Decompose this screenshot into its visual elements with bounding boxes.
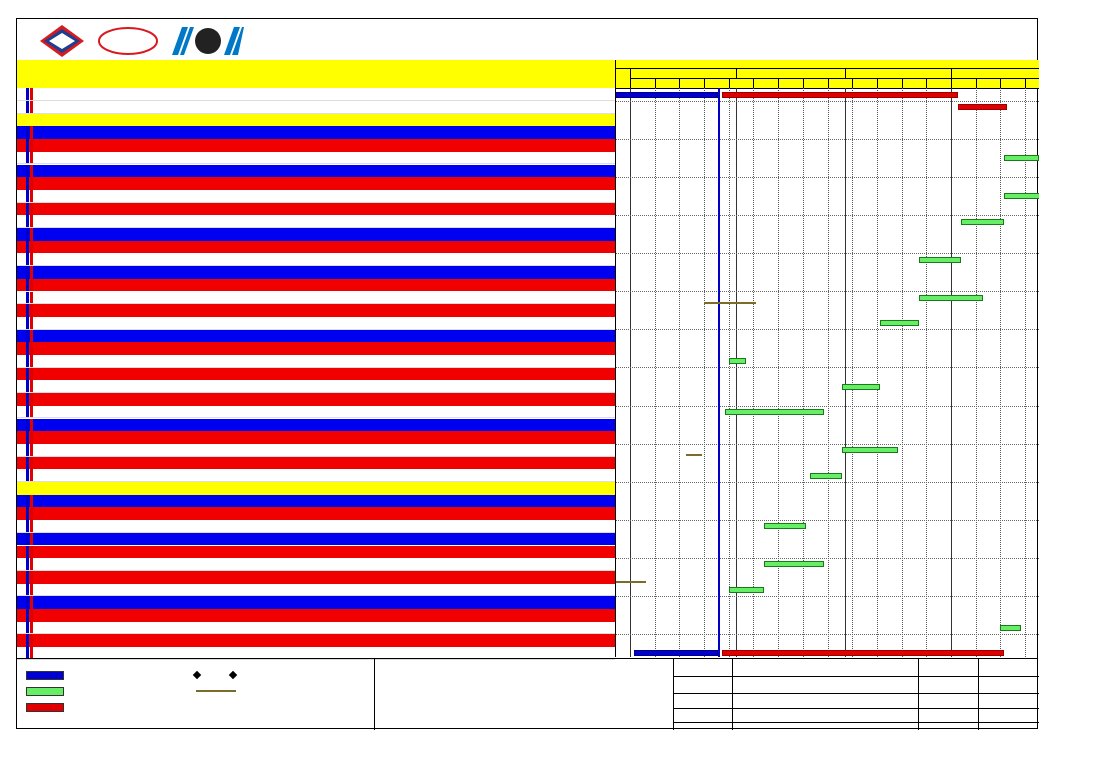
critical-indicator xyxy=(30,558,33,570)
remaining-work-bar[interactable] xyxy=(1000,625,1021,631)
actual-indicator xyxy=(26,190,29,202)
timescale-week xyxy=(778,79,803,88)
remaining-work-bar[interactable] xyxy=(810,473,842,479)
primary-baseline-bar xyxy=(616,581,646,583)
week-gridline xyxy=(926,88,927,657)
activity-row[interactable] xyxy=(17,253,615,266)
remaining-work-bar[interactable] xyxy=(842,447,898,453)
timescale-week xyxy=(1000,79,1025,88)
actual-indicator xyxy=(26,101,29,113)
dragages-logo xyxy=(40,25,84,57)
wbs-category-row[interactable] xyxy=(17,177,615,190)
week-gridline xyxy=(704,88,705,657)
wbs-pier-row[interactable] xyxy=(17,266,615,279)
row-gridline xyxy=(616,406,1039,407)
timescale-year xyxy=(616,60,1039,69)
timescale-header xyxy=(616,60,1039,89)
remaining-work-bar[interactable] xyxy=(919,295,982,301)
week-gridline xyxy=(753,88,754,657)
activity-row[interactable] xyxy=(17,520,615,533)
row-gridline xyxy=(616,482,1039,483)
critical-indicator xyxy=(30,253,33,265)
row-gridline xyxy=(616,634,1039,635)
timescale-week xyxy=(679,79,704,88)
remaining-work-bar[interactable] xyxy=(729,587,764,593)
week-gridline xyxy=(729,88,730,657)
timescale-week xyxy=(630,79,655,88)
activity-row[interactable] xyxy=(17,88,615,101)
timescale-week xyxy=(877,79,902,88)
timescale-month xyxy=(845,69,951,79)
timescale-week xyxy=(753,79,778,88)
week-gridline xyxy=(778,88,779,657)
wbs-category-row[interactable] xyxy=(17,571,615,584)
critical-indicator xyxy=(30,469,33,481)
wbs-category-row[interactable] xyxy=(17,457,615,470)
activity-row[interactable] xyxy=(17,584,615,597)
actual-work-bar[interactable] xyxy=(634,650,719,656)
actual-indicator xyxy=(26,469,29,481)
wbs-category-row[interactable] xyxy=(17,507,615,520)
wbs-category-row[interactable] xyxy=(17,368,615,381)
actual-indicator xyxy=(26,406,29,418)
activity-row[interactable] xyxy=(17,558,615,571)
wbs-category-row[interactable] xyxy=(17,241,615,254)
revision-table xyxy=(673,659,1039,730)
actual-indicator xyxy=(26,317,29,329)
critical-indicator xyxy=(30,215,33,227)
remaining-work-bar[interactable] xyxy=(725,409,824,415)
table-header xyxy=(17,60,615,89)
vsl-logo xyxy=(168,25,244,57)
actual-indicator xyxy=(26,380,29,392)
wbs-category-row[interactable] xyxy=(17,139,615,152)
wbs-category-row[interactable] xyxy=(17,546,615,559)
primary-baseline-bar xyxy=(686,454,702,456)
wbs-category-row[interactable] xyxy=(17,342,615,355)
critical-indicator xyxy=(30,406,33,418)
activity-row[interactable] xyxy=(17,317,615,330)
critical-indicator xyxy=(30,355,33,367)
critical-indicator xyxy=(30,88,33,100)
week-gridline xyxy=(902,88,903,657)
critical-indicator xyxy=(30,101,33,113)
critical-indicator xyxy=(30,584,33,596)
activity-row[interactable] xyxy=(17,152,615,165)
actual-indicator xyxy=(26,292,29,304)
actual-work-bar[interactable] xyxy=(615,92,718,98)
timescale-week xyxy=(828,79,853,88)
week-gridline xyxy=(1025,88,1026,657)
activity-row[interactable] xyxy=(17,380,615,393)
legend-remaining-swatch xyxy=(26,687,64,696)
actual-indicator xyxy=(26,88,29,100)
wbs-pier-row[interactable] xyxy=(17,228,615,241)
actual-indicator xyxy=(26,622,29,634)
week-gridline xyxy=(655,88,656,657)
wbs-stage-row[interactable] xyxy=(17,482,615,495)
row-gridline xyxy=(616,101,1039,102)
wbs-pier-row[interactable] xyxy=(17,495,615,508)
row-gridline xyxy=(616,558,1039,559)
critical-work-bar[interactable] xyxy=(722,92,958,98)
timescale-week xyxy=(926,79,951,88)
critical-indicator xyxy=(30,622,33,634)
wbs-category-row[interactable] xyxy=(17,304,615,317)
data-date-line xyxy=(718,88,720,657)
critical-work-bar[interactable] xyxy=(958,104,1007,110)
remaining-work-bar[interactable] xyxy=(1004,193,1039,199)
week-gridline xyxy=(852,88,853,657)
wbs-category-row[interactable] xyxy=(17,203,615,216)
row-gridline xyxy=(616,177,1039,178)
critical-indicator xyxy=(30,380,33,392)
wbs-pier-row[interactable] xyxy=(17,419,615,432)
row-gridline xyxy=(616,444,1039,445)
month-gridline xyxy=(845,88,846,657)
wbs-category-row[interactable] xyxy=(17,393,615,406)
remaining-work-bar[interactable] xyxy=(880,320,919,326)
month-gridline xyxy=(951,88,952,657)
critical-indicator xyxy=(30,190,33,202)
remaining-work-bar[interactable] xyxy=(729,358,747,364)
timescale-week xyxy=(902,79,927,88)
activity-row[interactable] xyxy=(17,190,615,203)
legend-baseline-swatch xyxy=(196,690,236,692)
row-gridline xyxy=(616,367,1039,368)
actual-indicator xyxy=(26,215,29,227)
critical-indicator xyxy=(30,520,33,532)
wbs-pier-row[interactable] xyxy=(17,165,615,178)
footer-divider xyxy=(374,659,375,730)
row-gridline xyxy=(616,215,1039,216)
actual-indicator xyxy=(26,355,29,367)
week-gridline xyxy=(976,88,977,657)
wbs-pier-row[interactable] xyxy=(17,596,615,609)
actual-indicator xyxy=(26,520,29,532)
timescale-week xyxy=(976,79,1001,88)
month-gridline xyxy=(630,88,631,657)
timescale-month xyxy=(630,69,736,79)
remaining-work-bar[interactable] xyxy=(764,561,824,567)
remaining-work-bar[interactable] xyxy=(1004,155,1039,161)
wbs-pier-row[interactable] xyxy=(17,533,615,546)
week-gridline xyxy=(679,88,680,657)
week-gridline xyxy=(828,88,829,657)
remaining-work-bar[interactable] xyxy=(961,219,1003,225)
week-gridline xyxy=(1000,88,1001,657)
timescale-week xyxy=(951,79,976,88)
critical-indicator xyxy=(30,444,33,456)
remaining-work-bar[interactable] xyxy=(842,384,881,390)
wbs-category-row[interactable] xyxy=(17,279,615,292)
legend-critical-swatch xyxy=(26,703,64,712)
timescale-month xyxy=(736,69,845,79)
wbs-category-row[interactable] xyxy=(17,634,615,647)
actual-indicator xyxy=(26,152,29,164)
week-gridline xyxy=(803,88,804,657)
critical-indicator xyxy=(30,317,33,329)
actual-indicator xyxy=(26,558,29,570)
actual-indicator xyxy=(26,444,29,456)
wbs-pier-row[interactable] xyxy=(17,330,615,343)
critical-indicator xyxy=(30,152,33,164)
milestone-icon xyxy=(229,671,237,679)
actual-indicator xyxy=(26,584,29,596)
activity-row[interactable] xyxy=(17,622,615,635)
row-gridline xyxy=(616,139,1039,140)
row-gridline xyxy=(616,253,1039,254)
remaining-work-bar[interactable] xyxy=(764,523,806,529)
gantt-chart xyxy=(615,60,1039,657)
row-gridline xyxy=(616,291,1039,292)
timescale-week xyxy=(655,79,680,88)
wbs-category-row[interactable] xyxy=(17,431,615,444)
row-gridline xyxy=(616,329,1039,330)
activity-row[interactable] xyxy=(17,444,615,457)
actual-indicator xyxy=(26,253,29,265)
milestone-start-icon xyxy=(193,671,201,679)
critical-work-bar[interactable] xyxy=(722,650,1004,656)
activity-row[interactable] xyxy=(17,215,615,228)
wbs-category-row[interactable] xyxy=(17,609,615,622)
wbs-stage-row[interactable] xyxy=(17,114,615,127)
critical-indicator xyxy=(30,292,33,304)
footer xyxy=(16,658,1038,730)
activity-row[interactable] xyxy=(17,355,615,368)
legend-actual-swatch xyxy=(26,671,64,680)
row-gridline xyxy=(616,596,1039,597)
primary-baseline-bar xyxy=(704,302,756,304)
remaining-work-bar[interactable] xyxy=(919,257,961,263)
timescale-week xyxy=(704,79,729,88)
activity-row[interactable] xyxy=(17,292,615,305)
activity-row[interactable] xyxy=(17,101,615,114)
activity-row[interactable] xyxy=(17,406,615,419)
timescale-month xyxy=(951,69,1039,79)
month-gridline xyxy=(736,88,737,657)
activity-row[interactable] xyxy=(17,469,615,482)
timescale-week xyxy=(803,79,828,88)
week-gridline xyxy=(877,88,878,657)
row-gridline xyxy=(616,520,1039,521)
timescale-week xyxy=(852,79,877,88)
wbs-pier-row[interactable] xyxy=(17,126,615,139)
timescale-week xyxy=(729,79,754,88)
chec-logo xyxy=(98,27,158,55)
timescale-week xyxy=(1025,79,1039,88)
